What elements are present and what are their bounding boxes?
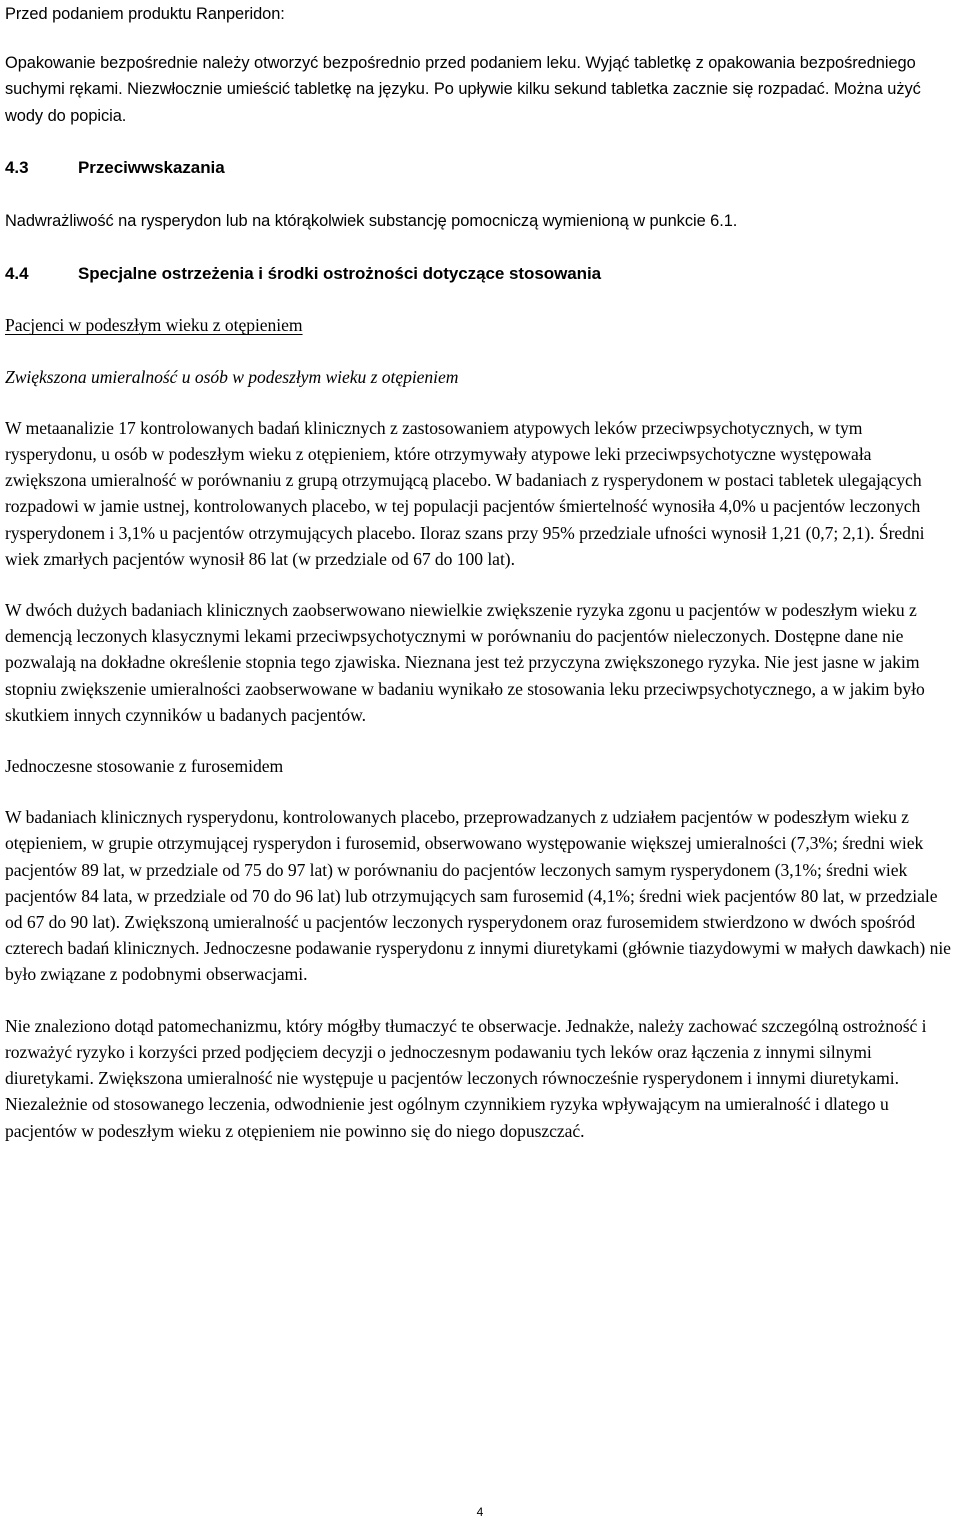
document-page: [5, 0, 957, 1144]
paragraph-two-studies: W dwóch dużych badaniach klinicznych zaobserwowano niewielkie zwiększenie ryzyka zgonu u pacjentów w podeszłym wieku z demencją leczonych klasycznymi lekami przeciwpsychotycznymi w porównaniu do pacjentów nieleczonych. Dostępne dane nie pozwalają na dokładne określenie stopnia tego zjawiska. Nieznana jest też przyczyna zwiększonego ryzyka. Nie jest jasne w jakim stopniu zwiększenie umieralności zaobserwowane w badaniu wynikało ze stosowania leku przeciwpsychotycznego, a w jakim było skutkiem innych czynników u badanych pacjentów.: [5, 600, 925, 725]
subheading-mortality: Zwiększona umieralność u osób w podeszłym wieku z otępieniem: [5, 366, 459, 387]
intro-paragraph: Opakowanie bezpośrednie należy otworzyć bezpośrednio przed podaniem leku. Wyjąć tabletkę z opakowania bezpośredniego suchymi rękami. Niezwłocznie umieścić tabletkę na języku. Po upływie kilku sekund tabletka zacznie się rozpadać. Można użyć wody do popicia.: [5, 54, 921, 125]
paragraph-mechanism: Nie znaleziono dotąd patomechanizmu, który mógłby tłumaczyć te obserwacje. Jednakże, należy zachować szczególną ostrożność i rozważyć ryzyko i korzyści przed podjęciem decyzji o jednoczesnym podawaniu tych leków oraz łączenia z innymi silnymi diuretykami. Zwiększona umieralność nie występuje u pacjentów leczonych równocześnie rysperydonem i innymi diuretykami. Niezależnie od stosowanego leczenia, odwodnienie jest ogólnym czynnikiem ryzyka wpływającym na umieralność i dlatego u pacjentów w podeszłym wieku z otępieniem nie powinno się do niego dopuszczać.: [5, 1015, 927, 1141]
section-heading-4-4: [5, 261, 957, 287]
intro-label: Przed podaniem produktu Ranperidon:: [5, 5, 285, 23]
page-number: 4: [476, 1505, 484, 1519]
paragraph-furosemide: W badaniach klinicznych rysperydonu, kontrolowanych placebo, przeprowadzanych z udziałem pacjentów w podeszłym wieku z otępieniem, w grupie otrzymującej rysperydon i furosemid, obserwowano występowanie większej umieralności (7,3%; średni wiek pacjentów 89 lat, w przedziale od 75 do 97 lat) w porównaniu do pacjentów leczonych samym rysperydonem (3,1%; średni wiek pacjentów 84 lata, w przedziale od 70 do 96 lat) lub otrzymujących sam furosemid (4,1%; średni wiek pacjentów 80 lat, w przedziale od 67 do 90 lat). Zwiększoną umieralność u pacjentów leczonych rysperydonem oraz furosemidem stwierdzono w dwóch spośród czterech badań klinicznych. Jednoczesne podawanie rysperydonu z innymi diuretykami (głównie tiazydowymi w małych dawkach) nie było związane z podobnymi obserwacjami.: [5, 807, 951, 985]
section-number-4-3: 4.3: [5, 157, 29, 177]
subheading-dementia: Pacjenci w podeszłym wieku z otępieniem: [5, 315, 303, 336]
subheading-furosemide: Jednoczesne stosowanie z furosemidem: [5, 756, 284, 777]
paragraph-meta-analysis: W metaanalizie 17 kontrolowanych badań klinicznych z zastosowaniem atypowych leków przeciwpsychotycznych, w tym rysperydonu, u osób w podeszłym wieku z otępieniem, które otrzymywały atypowe leki przeciwpsychotyczne występowała zwiększona umieralność w porównaniu z grupą otrzymującą placebo. W badaniach z rysperydonem w postaci tabletek ulegających rozpadowi w jamie ustnej, kontrolowanych placebo, w tej populacji pacjentów śmiertelność wynosiła 4,0% u pacjentów leczonych rysperydonem i 3,1% u pacjentów otrzymujących placebo. Iloraz szans przy 95% przedziale ufności wynosił 1,21 (0,7; 2,1). Średni wiek zmarłych pacjentów wynosił 86 lat (w przedziale od 67 do 100 lat).: [5, 417, 925, 569]
contraindications-paragraph: Nadwrażliwość na rysperydon lub na którąkolwiek substancję pomocniczą wymienioną w punkcie 6.1.: [5, 212, 738, 231]
section-heading-4-3: [5, 155, 957, 181]
section-title-4-4: Specjalne ostrzeżenia i środki ostrożności dotyczące stosowania: [78, 264, 602, 284]
section-title-4-3: Przeciwwskazania: [78, 157, 225, 177]
section-number-4-4: 4.4: [5, 264, 29, 284]
